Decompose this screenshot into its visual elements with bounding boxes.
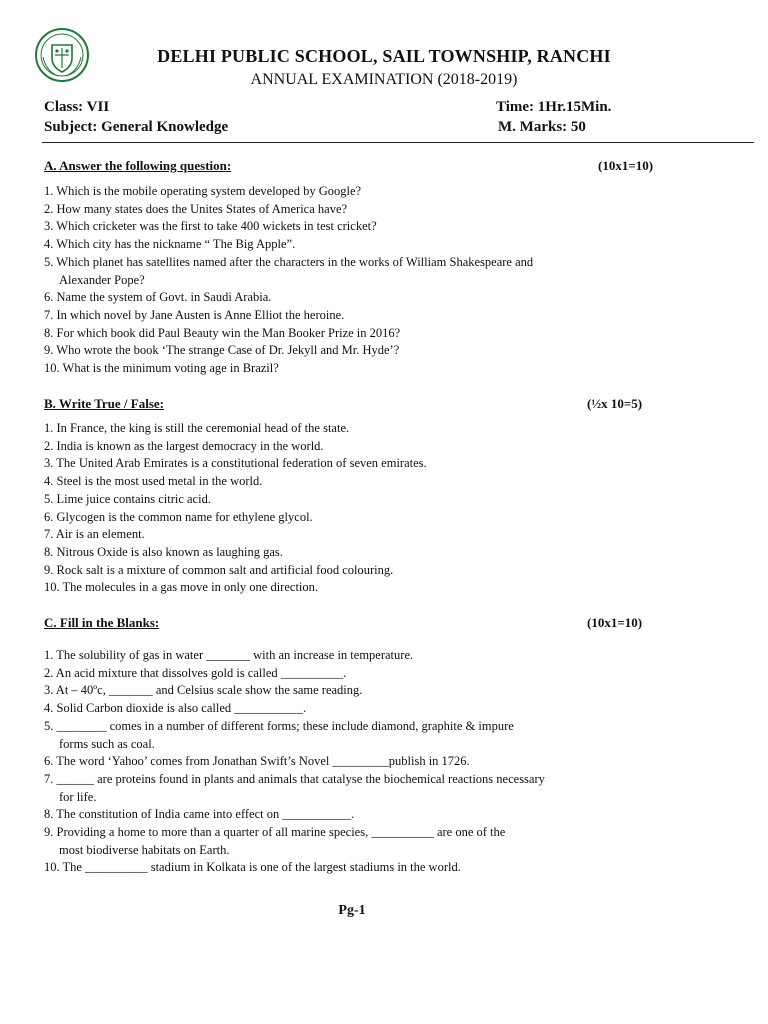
question-item: 4. Solid Carbon dioxide is also called ___________. xyxy=(44,701,307,716)
question-item: 2. India is known as the largest democracy in the world. xyxy=(44,438,324,453)
max-marks-label: M. Marks: 50 xyxy=(498,119,586,135)
question-item: 1. The solubility of gas in water _______ with an increase in temperature. xyxy=(44,648,414,662)
exam-name: ANNUAL EXAMINATION (2018-2019) xyxy=(250,71,518,88)
section-a-marks: (10x1=10) xyxy=(598,158,654,173)
question-item: 7. ______ are proteins found in plants and animals that catalyse the biochemical reactions necessary xyxy=(44,771,545,786)
question-item: 5. Lime juice contains citric acid. xyxy=(44,491,211,506)
question-item: forms such as coal. xyxy=(59,736,155,751)
subject-label: Subject: General Knowledge xyxy=(44,119,229,135)
question-item: 7. In which novel by Jane Austen is Anne Elliot the heroine. xyxy=(44,307,345,322)
question-item: 6. The word ‘Yahoo’ comes from Jonathan Swift’s Novel _________publish in 1726. xyxy=(44,754,470,769)
question-item: 3. At – 40ºc, _______ and Celsius scale show the same reading. xyxy=(44,683,363,698)
question-item: 1. In France, the king is still the ceremonial head of the state. xyxy=(44,421,350,435)
section-c-marks: (10x1=10) xyxy=(587,615,643,630)
question-item: 9. Providing a home to more than a quarter of all marine species, __________ are one of the xyxy=(44,825,506,840)
question-item: 3. The United Arab Emirates is a constitutional federation of seven emirates. xyxy=(44,456,427,471)
question-item: 10. The molecules in a gas move in only one direction. xyxy=(44,580,319,595)
section-b-questions xyxy=(44,420,684,597)
question-item: 8. Nitrous Oxide is also known as laughing gas. xyxy=(44,544,283,559)
section-b-title: B. Write True / False: xyxy=(44,396,164,411)
question-item: Alexander Pope? xyxy=(59,272,145,287)
question-item: 6. Name the system of Govt. in Saudi Arabia. xyxy=(44,290,272,305)
question-item: 3. Which cricketer was the first to take 400 wickets in test cricket? xyxy=(44,219,377,234)
time-label: Time: 1Hr.15Min. xyxy=(496,99,612,115)
class-label: Class: VII xyxy=(44,99,110,115)
section-a-title: A. Answer the following question: xyxy=(44,158,232,173)
question-item: 2. How many states does the Unites States of America have? xyxy=(44,201,348,216)
section-c-title: C. Fill in the Blanks: xyxy=(44,615,160,630)
question-item: 8. For which book did Paul Beauty win the Man Booker Prize in 2016? xyxy=(44,325,401,340)
section-c-questions xyxy=(44,647,684,877)
question-item: 4. Which city has the nickname “ The Big Apple”. xyxy=(44,237,296,252)
page-number: Pg-1 xyxy=(338,903,366,918)
question-item: 5. Which planet has satellites named after the characters in the works of William Shakespeare and xyxy=(44,254,534,269)
question-item: 2. An acid mixture that dissolves gold is called __________. xyxy=(44,665,347,680)
question-item: 9. Rock salt is a mixture of common salt and artificial food colouring. xyxy=(44,562,394,577)
section-b-marks: (½x 10=5) xyxy=(587,396,643,411)
header-divider xyxy=(42,142,754,143)
question-item: 8. The constitution of India came into effect on ___________. xyxy=(44,807,355,822)
question-item: 1. Which is the mobile operating system developed by Google? xyxy=(44,184,362,198)
question-item: 5. ________ comes in a number of different forms; these include diamond, graphite & impure xyxy=(44,718,514,733)
question-item: 10. What is the minimum voting age in Brazil? xyxy=(44,361,279,376)
question-item: for life. xyxy=(59,789,97,804)
section-a-questions xyxy=(44,183,684,378)
question-item: 4. Steel is the most used metal in the world. xyxy=(44,474,263,489)
question-item: 10. The __________ stadium in Kolkata is one of the largest stadiums in the world. xyxy=(44,860,461,875)
question-item: 6. Glycogen is the common name for ethylene glycol. xyxy=(44,509,313,524)
question-item: most biodiverse habitats on Earth. xyxy=(59,842,230,857)
school-name: DELHI PUBLIC SCHOOL, SAIL TOWNSHIP, RANCHI xyxy=(157,46,611,66)
question-item: 9. Who wrote the book ‘The strange Case of Dr. Jekyll and Mr. Hyde’? xyxy=(44,343,400,358)
question-item: 7. Air is an element. xyxy=(44,527,145,542)
